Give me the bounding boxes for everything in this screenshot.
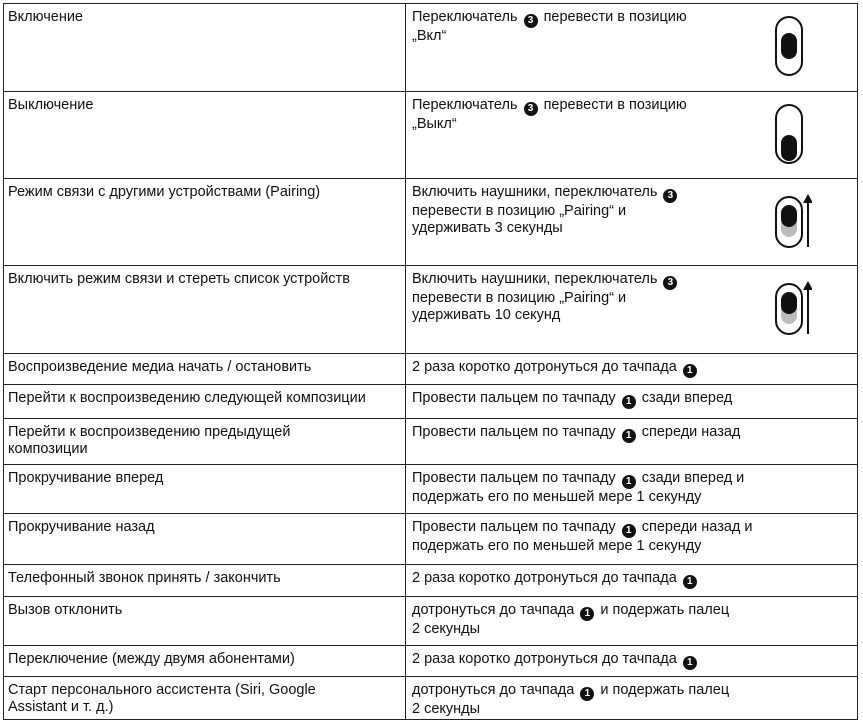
action-description: 2 раза коротко дотронуться до тачпада 1 [412,359,852,378]
function-label: Выключение [8,97,94,113]
action-description: Переключатель 3 перевести в позицию „Вкл“ [412,9,687,44]
function-label: Включение [8,9,83,25]
number-badge-icon: 3 [524,14,538,28]
action-description: дотронуться до тачпада 1 и подержать палец 2 секунды [412,602,730,637]
function-label: Прокручивание вперед [8,470,164,486]
number-badge-icon: 1 [683,575,697,589]
number-badge-icon: 3 [663,276,677,290]
number-badge-icon: 1 [622,395,636,409]
table-border [3,91,858,92]
table-border [857,3,858,719]
table-border [3,3,4,719]
switch-off-icon [772,102,812,173]
action-description: Провести пальцем по тачпаду 1 спереди назад и подержать его по меньшей мере 1 секунду [412,519,753,554]
table-border [3,178,858,179]
table-border [3,464,858,465]
action-description: Включить наушники, переключатель 3 перевести в позицию „Pairing“ и удерживать 3 секунды [412,184,772,236]
function-label: Вызов отклонить [8,602,123,618]
table-border [3,719,858,720]
number-badge-icon: 1 [683,364,697,378]
action-description: Переключатель 3 перевести в позицию „Выкл“ [412,97,687,132]
function-label: Перейти к воспроизведению следующей композиции [8,390,366,406]
function-label: Перейти к воспроизведению предыдущей композиции [8,424,291,457]
action-description: Провести пальцем по тачпаду 1 спереди назад [412,424,741,441]
function-label: Режим связи с другими устройствами (Pairing) [8,184,321,200]
function-label: Старт персонального ассистента (Siri, Google Assistant и т. д.) [8,682,316,715]
action-description: Включить наушники, переключатель 3 перевести в позицию „Pairing“ и удерживать 10 секунд [412,271,772,323]
number-badge-icon: 1 [683,656,697,670]
function-label: Прокручивание назад [8,519,155,535]
action-description: Провести пальцем по тачпаду 1 сзади вперед [412,390,733,407]
action-description: Провести пальцем по тачпаду 1 сзади вперед и подержать его по меньшей мере 1 секунду [412,470,745,505]
number-badge-icon: 1 [622,475,636,489]
switch-pairing-icon [772,189,812,260]
function-label: Переключение (между двумя абонентами) [8,651,295,667]
function-label: Воспроизведение медиа начать / остановить [8,359,312,375]
function-label: Телефонный звонок принять / закончить [8,570,281,586]
table-border [3,265,858,266]
switch-pairing-icon [772,276,812,347]
table-border [405,3,406,719]
table-border [3,676,858,677]
table-border [3,564,858,565]
number-badge-icon: 1 [622,524,636,538]
table-border [3,513,858,514]
number-badge-icon: 3 [524,102,538,116]
action-description: 2 раза коротко дотронуться до тачпада 1 [412,651,852,670]
table-border [3,353,858,354]
function-label: Включить режим связи и стереть список устройств [8,271,350,287]
action-description: дотронуться до тачпада 1 и подержать палец 2 секунды [412,682,730,717]
table-border [3,418,858,419]
switch-on-icon [772,14,812,85]
number-badge-icon: 3 [663,189,677,203]
action-description: 2 раза коротко дотронуться до тачпада 1 [412,570,852,589]
number-badge-icon: 1 [580,607,594,621]
table-border [3,645,858,646]
table-border [3,596,858,597]
number-badge-icon: 1 [622,429,636,443]
table-border [3,384,858,385]
table-border [3,3,858,4]
number-badge-icon: 1 [580,687,594,701]
